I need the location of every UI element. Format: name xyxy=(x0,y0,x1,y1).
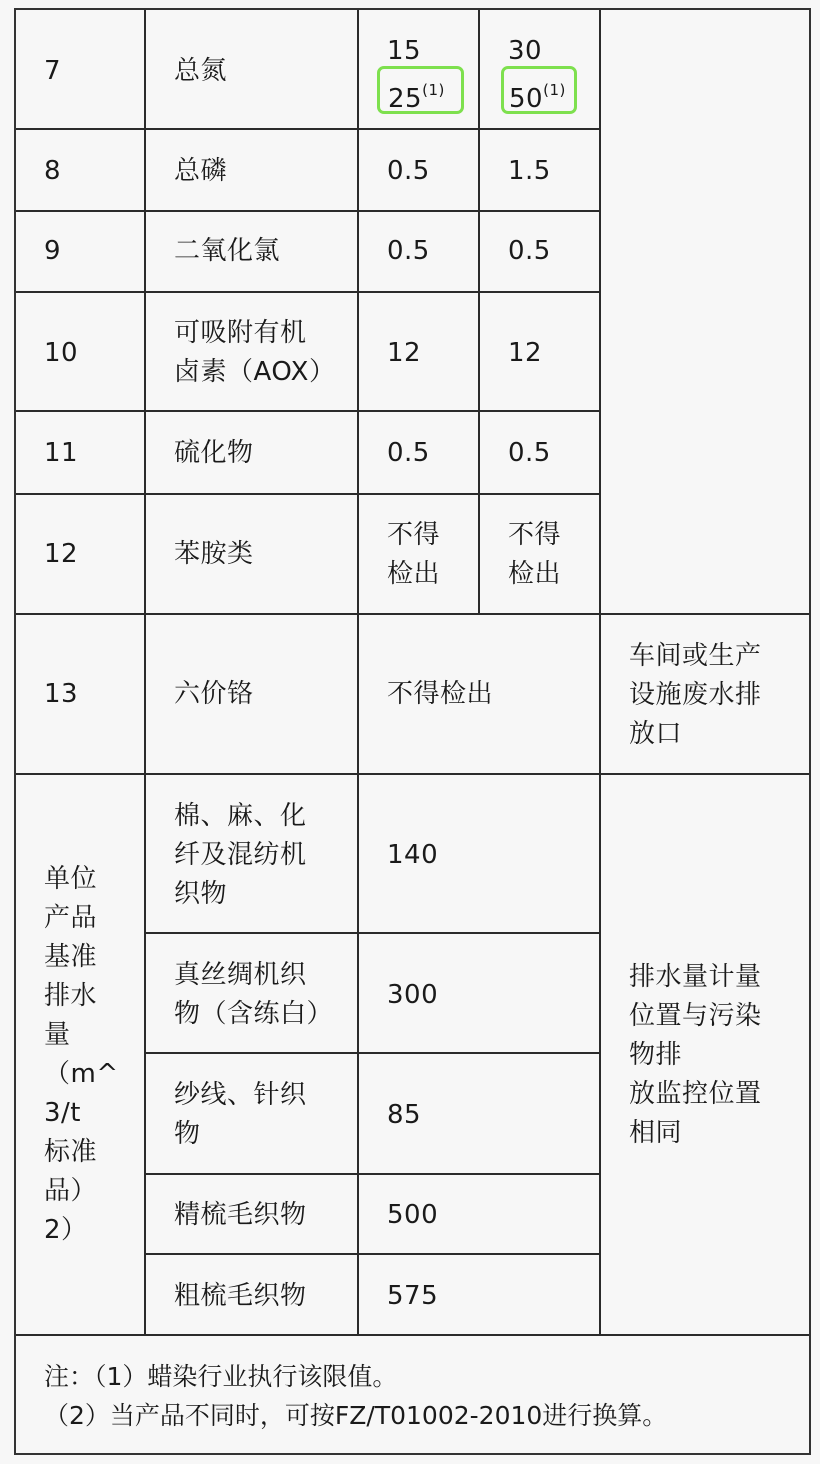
row-divider xyxy=(16,1334,809,1336)
row-divider xyxy=(16,410,601,412)
limit-value-2: 0.5 xyxy=(508,438,551,468)
footnote-1: 注：（1）蜡染行业执行该限值。 xyxy=(44,1362,398,1391)
highlight-box xyxy=(377,66,464,114)
pollutant-name: 可吸附有机 卤素（AOX） xyxy=(174,318,336,387)
pollutant-name: 六价铬 xyxy=(174,679,254,709)
discharge-value: 85 xyxy=(387,1100,422,1130)
limit-value-2: 不得 检出 xyxy=(508,520,562,589)
column-divider xyxy=(357,10,359,1336)
limit-value-1: 15 xyxy=(387,36,422,66)
row-divider xyxy=(16,128,601,130)
row-number: 8 xyxy=(44,156,62,186)
row-number: 9 xyxy=(44,236,62,266)
footnote-2: （2）当产品不同时，可按FZ/T01002-2010进行换算。 xyxy=(44,1401,668,1430)
limit-value-2: 0.5 xyxy=(508,236,551,266)
row-divider xyxy=(146,1253,601,1255)
limit-value-1-special: 25$^{(1)}$ xyxy=(388,81,445,114)
product-category: 真丝绸机织 物（含练白） xyxy=(174,960,334,1029)
highlight-box xyxy=(501,66,577,114)
limit-value-2: 1.5 xyxy=(508,156,551,186)
product-category: 粗梳毛织物 xyxy=(174,1281,307,1311)
product-category: 棉、麻、化 纤及混纺机 织物 xyxy=(174,801,307,909)
row-number: 7 xyxy=(44,56,62,86)
limit-value-2-special: 50$^{(1)}$ xyxy=(509,81,566,114)
standards-table xyxy=(14,8,811,1455)
product-category: 纱线、针织 物 xyxy=(174,1080,307,1149)
row-divider xyxy=(146,932,601,934)
pollutant-name: 总磷 xyxy=(174,156,228,186)
discharge-value: 140 xyxy=(387,840,439,870)
row-divider xyxy=(16,291,601,293)
column-divider xyxy=(144,10,146,1336)
row-number: 13 xyxy=(44,679,79,709)
limit-value-1: 0.5 xyxy=(387,236,430,266)
unit-discharge-label: 单位 产品 基准 排水 量 （m^ 3/t 标准 品） 2） xyxy=(44,864,119,1245)
discharge-value: 575 xyxy=(387,1281,439,1311)
row-number: 10 xyxy=(44,338,79,368)
discharge-value: 300 xyxy=(387,980,439,1010)
row-divider xyxy=(16,613,809,615)
row-divider xyxy=(16,210,601,212)
product-category: 精梳毛织物 xyxy=(174,1200,307,1230)
monitoring-location: 排水量计量 位置与污染 物排 放监控位置 相同 xyxy=(629,962,762,1148)
limit-value-1: 0.5 xyxy=(387,438,430,468)
monitoring-location: 车间或生产 设施废水排 放口 xyxy=(629,641,762,749)
pollutant-name: 苯胺类 xyxy=(174,539,254,569)
limit-value-2: 12 xyxy=(508,338,543,368)
limit-value-2: 30 xyxy=(508,36,543,66)
row-divider xyxy=(146,1173,601,1175)
row-divider xyxy=(146,1052,601,1054)
row-divider xyxy=(16,493,601,495)
discharge-value: 500 xyxy=(387,1200,439,1230)
row-number: 11 xyxy=(44,438,79,468)
column-divider xyxy=(478,10,480,615)
pollutant-name: 硫化物 xyxy=(174,438,254,468)
limit-value-merged: 不得检出 xyxy=(387,679,494,709)
limit-value-1: 不得 检出 xyxy=(387,520,441,589)
row-number: 12 xyxy=(44,539,79,569)
row-divider xyxy=(16,773,809,775)
pollutant-name: 二氧化氯 xyxy=(174,236,281,266)
column-divider xyxy=(599,10,601,1336)
limit-value-1: 12 xyxy=(387,338,422,368)
pollutant-name: 总氮 xyxy=(174,56,228,86)
limit-value-1: 0.5 xyxy=(387,156,430,186)
